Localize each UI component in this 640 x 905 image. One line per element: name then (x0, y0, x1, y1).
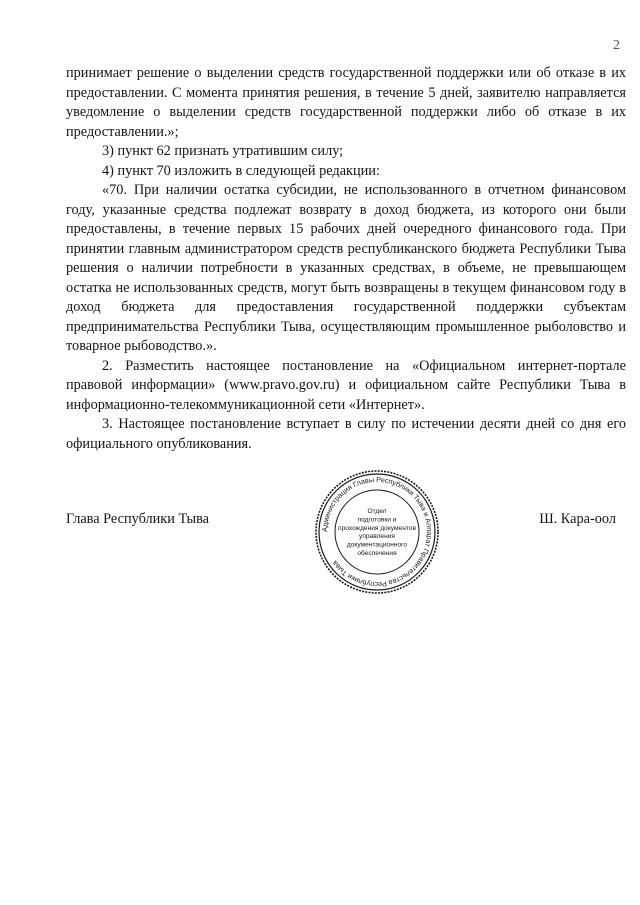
seal-inner-line: подготовки и (357, 516, 397, 524)
official-seal-stamp (313, 468, 441, 596)
signatory-position: Глава Республики Тыва (66, 511, 209, 527)
paragraph-effective-date: 3. Настоящее постановление вступает в силу по истечении десяти дней со дня его официального опубликования. (66, 416, 626, 452)
seal-inner-line: документационного (346, 541, 408, 549)
paragraph-item-3: 3) пункт 62 признать утратившим силу; (102, 143, 344, 159)
paragraph-publication: 2. Разместить настоящее постановление на «Официальном интернет-портале правовой информации» (www.pravo.gov.ru) и официальном сайте Республики Тыва в информационно-телекоммуникационной сети «Интернет». (66, 357, 626, 413)
paragraph-decision-continuation: принимает решение о выделении средств государственной поддержки или об отказе в их предоставлении. С момента принятия решения, в течение 5 дней, заявителю направляется уведомление о выделении средств государственной поддержки либо об отказе в их предоставлении.»; (66, 65, 626, 140)
seal-inner-line: обеспечения (357, 550, 397, 557)
seal-inner-line: прохождения документов (338, 524, 416, 532)
seal-graphic (313, 468, 441, 596)
seal-inner-text (338, 508, 416, 557)
seal-inner-line: управления (359, 533, 395, 541)
paragraph-item-4: 4) пункт 70 изложить в следующей редакции: (102, 162, 380, 179)
paragraph-point-70: «70. При наличии остатка субсидии, не использованного в отчетном финансовом году, указанные средства подлежат возврату в доход бюджета, из которого они были предоставлены, в течение первых 15 рабочих дней очередного финансового года. При принятии главным администратором средств республиканского бюджета Республики Тыва решения о наличии потребности в указанных средствах, в объеме, не превышающем остатка не использованных средств, могут быть возвращены в текущем финансовом году в доход бюджета для предоставления государственной поддержки субъектам предпринимательства Республики Тыва, осуществляющим промышленное рыболовство и товарное рыбоводство.». (66, 182, 626, 354)
seal-ring-text: Администрация Главы Республики Тыва и Аппарат Правительства Республики Тыва (319, 474, 435, 590)
document-body (66, 64, 626, 454)
page-number: 2 (613, 38, 620, 53)
signatory-name: Ш. Кара-оол (539, 511, 616, 527)
seal-inner-line: Отдел (367, 508, 387, 515)
